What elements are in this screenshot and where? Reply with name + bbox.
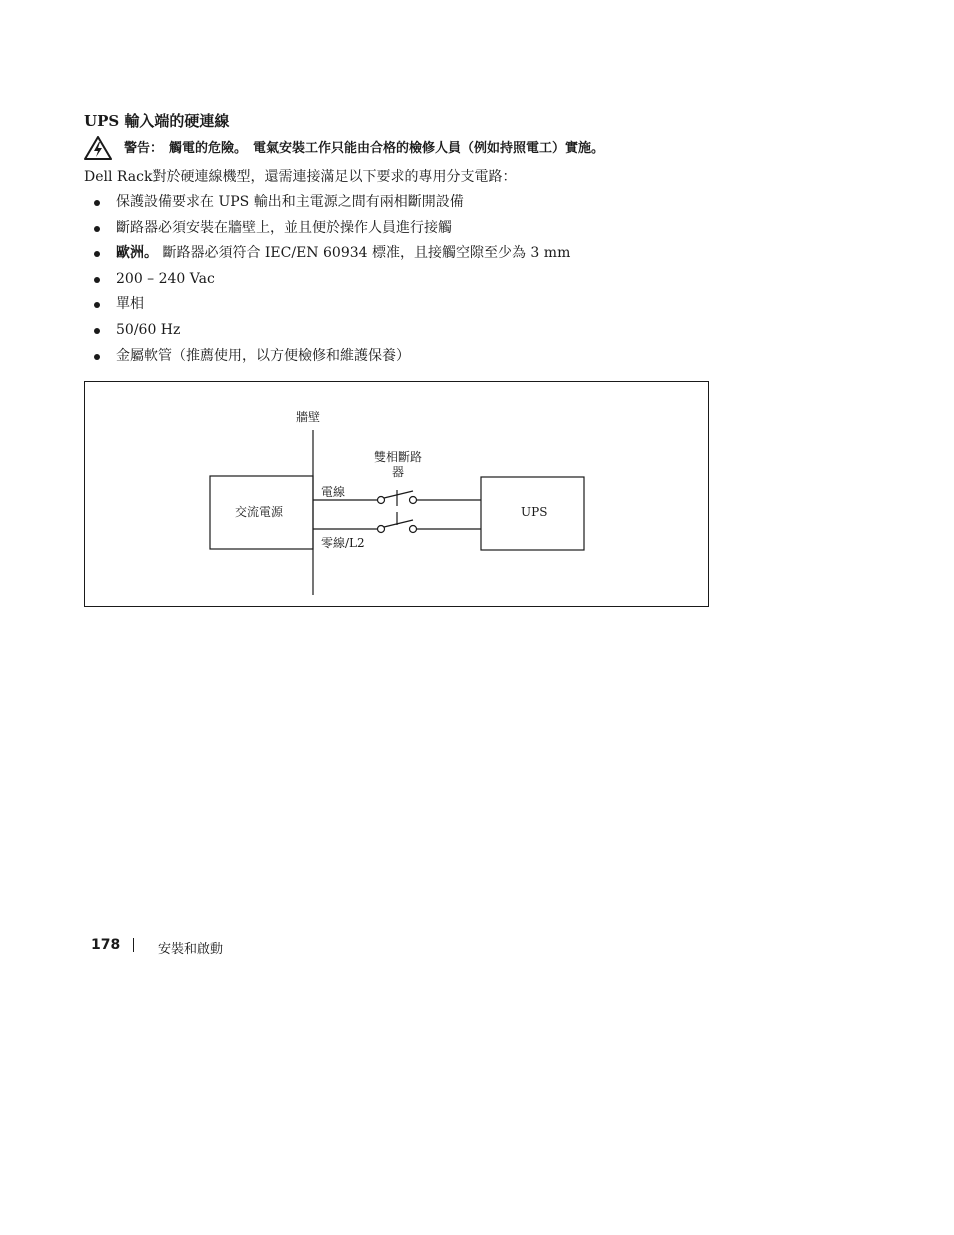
electric-hazard-icon — [84, 136, 112, 164]
warning-hazard: 觸電的危險。 — [169, 141, 248, 156]
neutral-switch-contact-left — [378, 526, 385, 533]
list-item — [94, 294, 570, 320]
requirement-text: 斷路器必須符合 IEC/EN 60934 標准，且接觸空隙至少為 3 mm — [162, 245, 571, 262]
bullet-icon — [94, 251, 100, 257]
requirement-text: 斷路器必須安裝在牆壁上，並且便於操作人員進行接觸 — [116, 219, 452, 236]
list-item — [94, 192, 570, 218]
requirement-region: 歐洲。 — [116, 245, 158, 262]
list-item — [94, 320, 570, 346]
warning-text — [124, 137, 604, 156]
warning-label: 警告： — [124, 141, 164, 156]
intro-paragraph: Dell Rack對於硬連線機型，還需連接滿足以下要求的專用分支電路： — [84, 169, 517, 185]
list-item — [94, 243, 570, 269]
requirements-list — [94, 192, 570, 371]
bullet-icon — [94, 200, 100, 206]
line-switch-blade — [384, 491, 413, 498]
bullet-icon — [94, 226, 100, 232]
breaker-label: 雙相斷路器 — [373, 450, 422, 479]
warning-body: 電氣安裝工作只能由合格的檢修人員（例如持照電工）實施。 — [253, 141, 605, 156]
bullet-icon — [94, 302, 100, 308]
bullet-icon — [94, 328, 100, 334]
bullet-icon — [94, 354, 100, 360]
warning-notice — [84, 134, 784, 160]
line-switch-contact-right — [410, 497, 417, 504]
requirement-text: 200 – 240 Vac — [116, 270, 215, 287]
list-item — [94, 269, 570, 295]
wiring-diagram — [84, 381, 709, 607]
requirement-text: 金屬軟管（推薦使用，以方便檢修和維護保養） — [116, 347, 410, 364]
neutral-switch-blade — [384, 520, 413, 527]
wall-label: 牆壁 — [296, 410, 321, 424]
line-label: 電線 — [321, 485, 346, 499]
line-switch-contact-left — [378, 497, 385, 504]
section-heading: UPS 輸入端的硬連線 — [84, 112, 230, 130]
requirement-text: 保護設備要求在 UPS 輸出和主電源之間有兩相斷開設備 — [116, 194, 464, 210]
footer-divider — [133, 938, 134, 952]
wiring-diagram-svg — [85, 382, 708, 606]
ups-label: UPS — [521, 505, 548, 519]
chapter-title: 安裝和啟動 — [158, 942, 224, 957]
bullet-icon — [94, 277, 100, 283]
ac-source-label: 交流電源 — [235, 505, 284, 519]
list-item — [94, 346, 570, 372]
page-number: 178 — [91, 937, 121, 953]
list-item — [94, 218, 570, 244]
neutral-switch-contact-right — [410, 526, 417, 533]
requirement-text: 單相 — [116, 296, 144, 313]
neutral-label: 零線/L2 — [321, 536, 365, 550]
requirement-text: 50/60 Hz — [116, 321, 181, 338]
